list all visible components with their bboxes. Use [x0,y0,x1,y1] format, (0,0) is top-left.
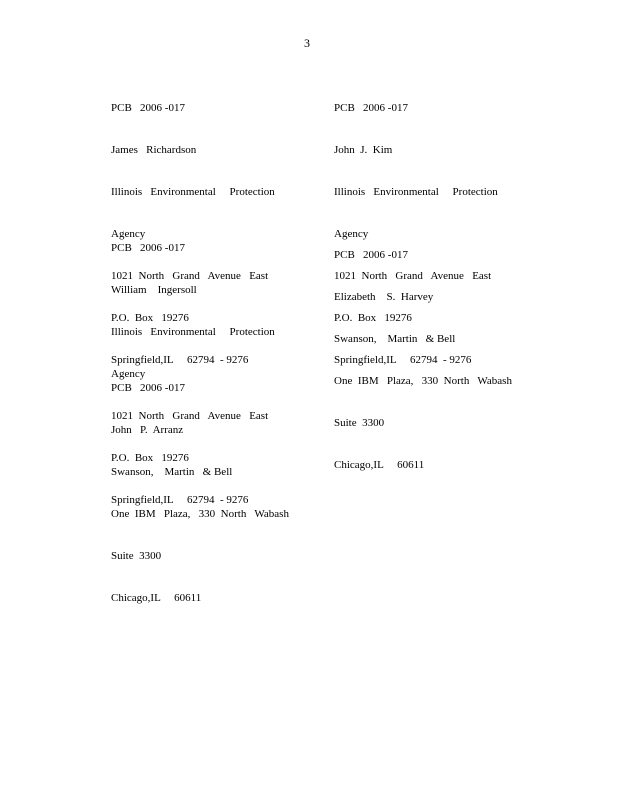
organization: Illinois Environmental Protection [111,326,275,338]
city-state-zip: Chicago,IL 60611 [334,459,425,471]
address-block-arranz [111,353,289,633]
organization-continued: Agency [111,228,146,240]
city-state-zip: Springfield,IL 62794 - 9276 [111,354,249,366]
recipient-name: William Ingersoll [111,284,197,296]
suite: Suite 3300 [334,417,385,429]
suite: Suite 3300 [111,550,162,562]
street-address: 1021 North Grand Avenue East [111,410,269,422]
organization: Swanson, Martin & Bell [334,333,456,345]
po-box: P.O. Box 19276 [111,312,189,324]
city-state-zip: Springfield,IL 62794 - 9276 [111,494,249,506]
case-number: PCB 2006 -017 [111,242,185,254]
street-address: 1021 North Grand Avenue East [111,270,269,282]
organization: Swanson, Martin & Bell [111,466,233,478]
organization: Illinois Environmental Protection [334,186,498,198]
street-address: One IBM Plaza, 330 North Wabash [111,508,289,520]
street-address: 1021 North Grand Avenue East [334,270,492,282]
street-address: One IBM Plaza, 330 North Wabash [334,375,512,387]
organization: Illinois Environmental Protection [111,186,275,198]
case-number: PCB 2006 -017 [111,102,185,114]
city-state-zip: Chicago,IL 60611 [111,592,202,604]
organization-continued: Agency [334,228,369,240]
recipient-name: John J. Kim [334,144,393,156]
page-number: 3 [304,36,310,50]
organization-continued: Agency [111,368,146,380]
case-number: PCB 2006 -017 [334,102,408,114]
recipient-name: James Richardson [111,144,197,156]
po-box: P.O. Box 19276 [111,452,189,464]
case-number: PCB 2006 -017 [334,249,408,261]
case-number: PCB 2006 -017 [111,382,185,394]
address-block-harvey [334,220,512,500]
recipient-name: Elizabeth S. Harvey [334,291,434,303]
po-box: P.O. Box 19276 [334,312,412,324]
recipient-name: John P. Arranz [111,424,184,436]
city-state-zip: Springfield,IL 62794 - 9276 [334,354,472,366]
